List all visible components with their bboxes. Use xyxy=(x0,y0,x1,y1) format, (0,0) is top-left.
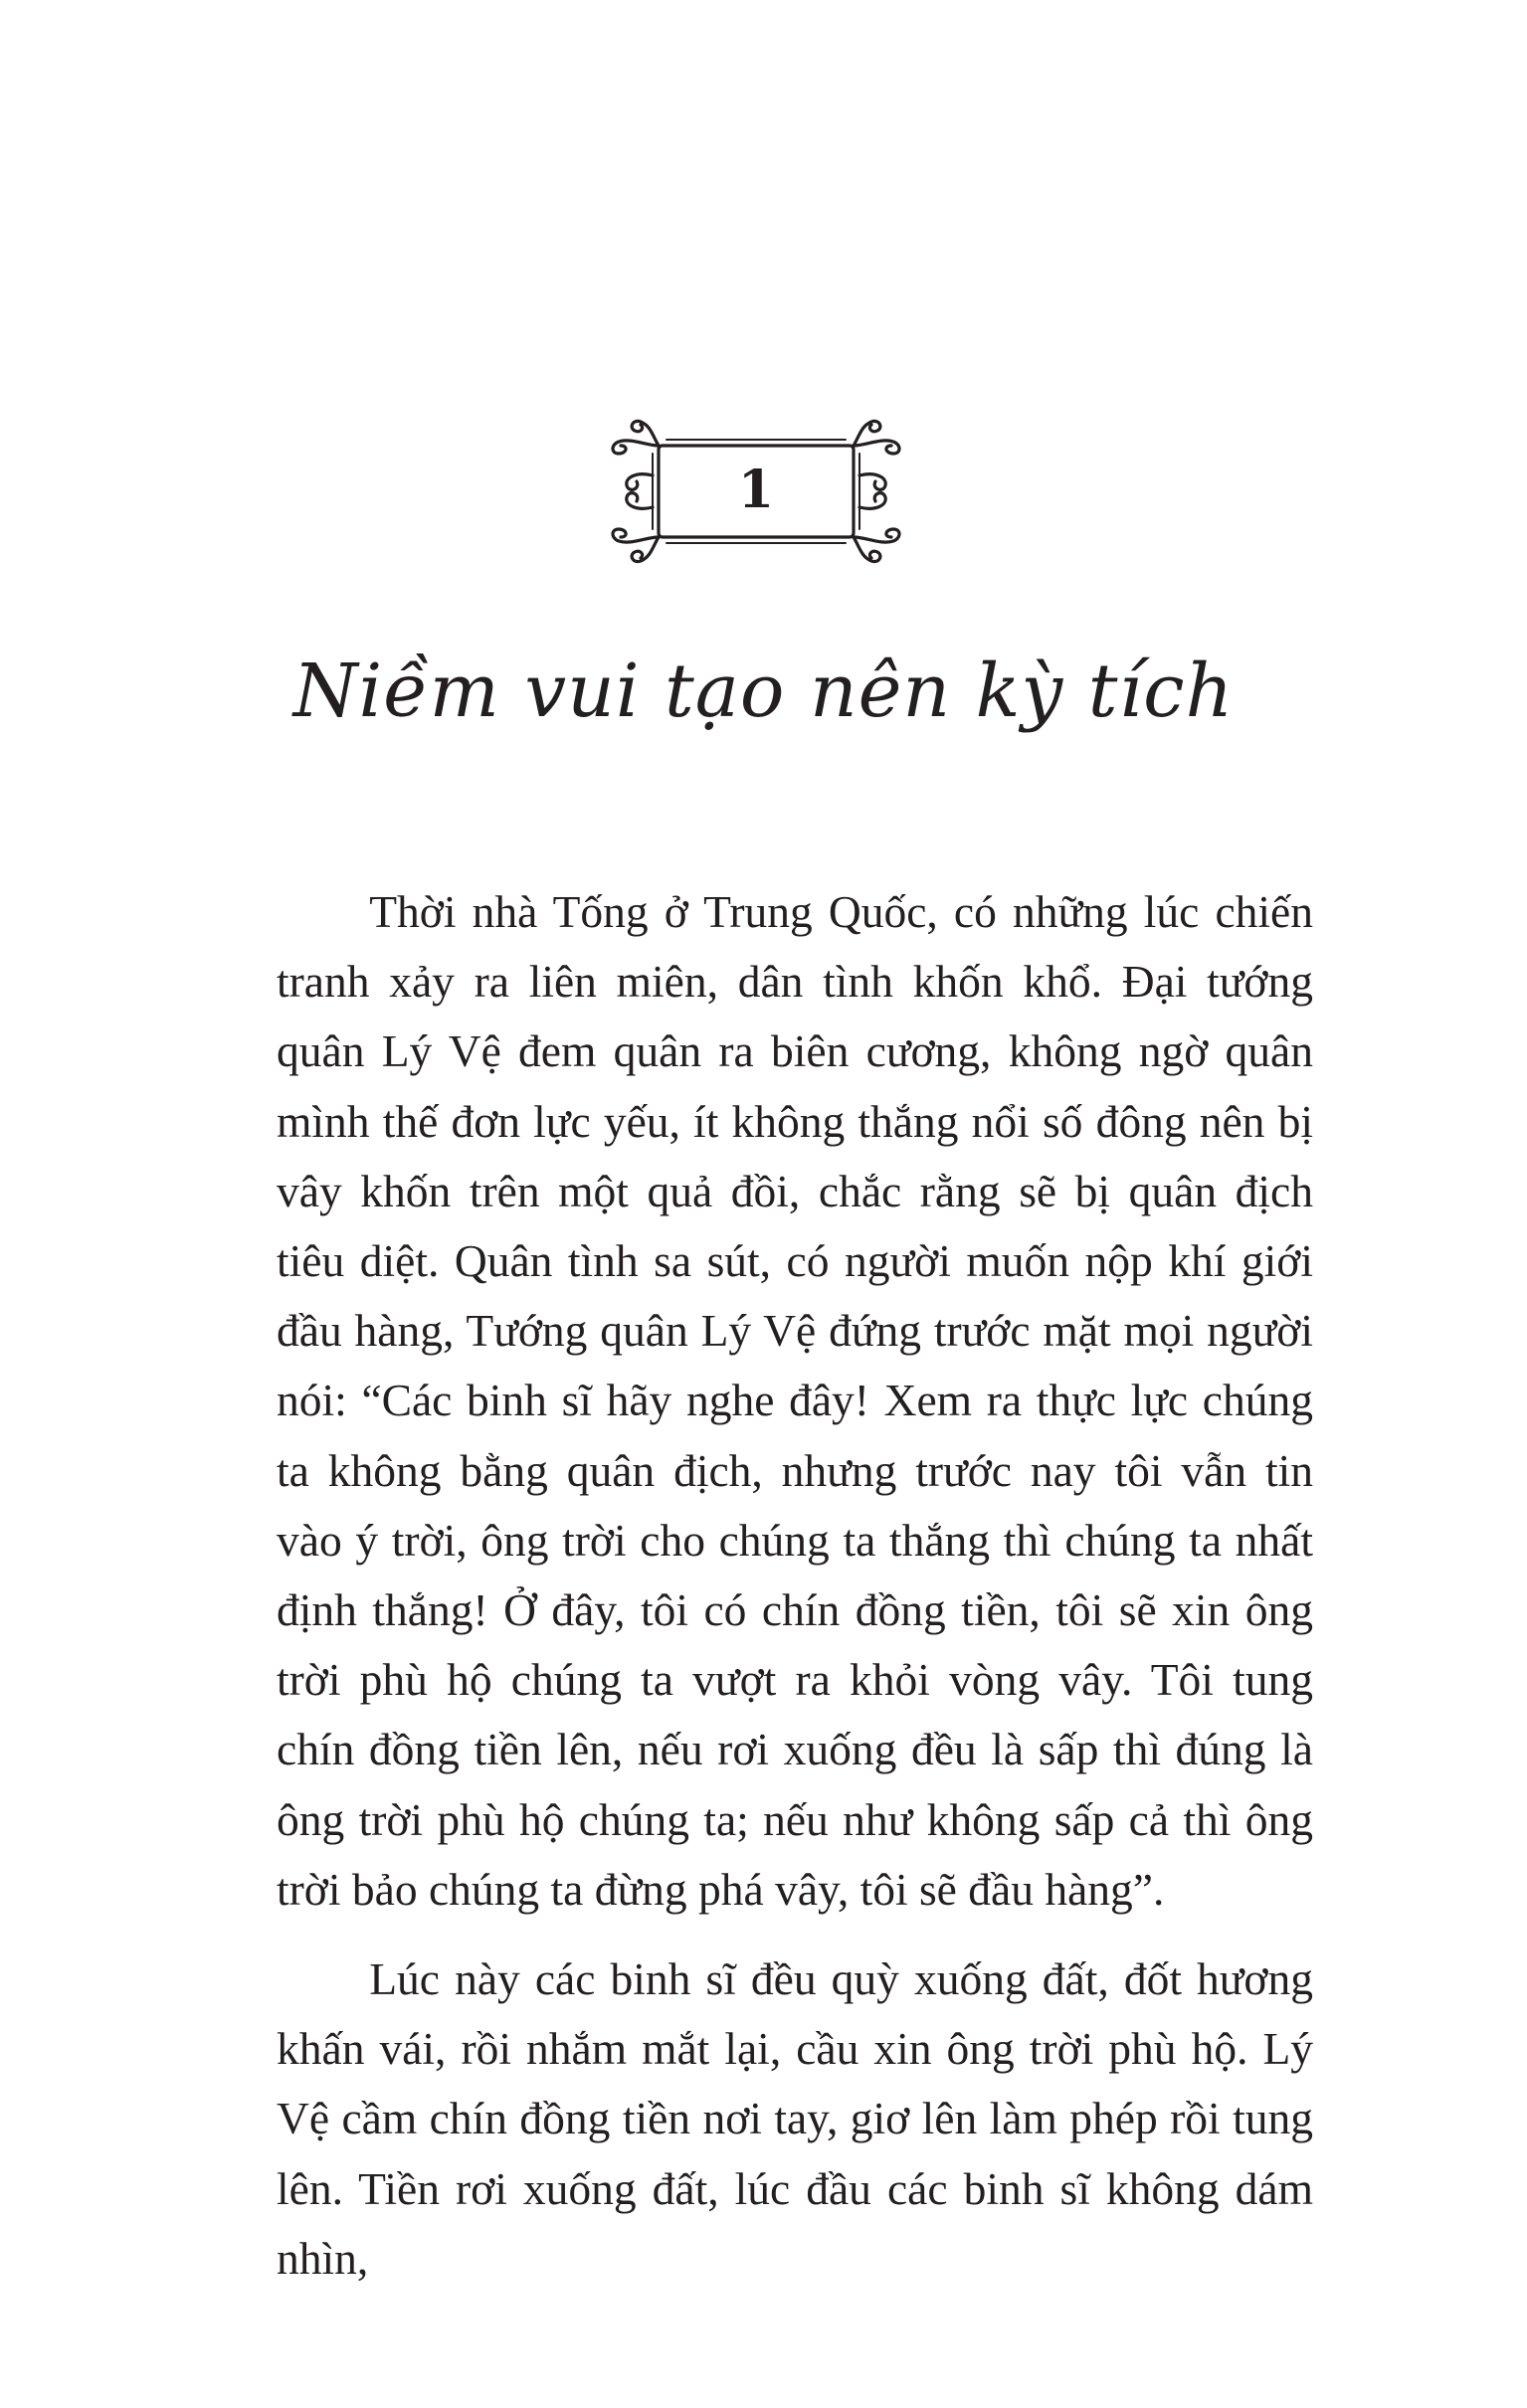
body-text xyxy=(277,877,1313,2314)
paragraph: Lúc này các binh sĩ đều quỳ xuống đất, đốt hương khấn vái, rồi nhắm mắt lại, cầu xin ông trời phù hộ. Lý Vệ cầm chín đồng tiền nơi tay, giơ lên làm phép rồi tung lên. Tiền rơi xuống đất, lúc đầu các binh sĩ không dám nhìn, xyxy=(277,1953,1313,2284)
chapter-title: Niềm vui tạo nên kỳ tích xyxy=(292,648,1235,734)
chapter-badge xyxy=(607,416,905,567)
paragraph: Thời nhà Tống ở Trung Quốc, có những lúc chiến tranh xảy ra liên miên, dân tình khốn khổ. Đại tướng quân Lý Vệ đem quân ra biên cương, không ngờ quân mình thế đơn lực yếu, ít không thắng nổi số đông nên bị vây khốn trên một quả đồi, chắc rằng sẽ bị quân địch tiêu diệt. Quân tình sa sút, có người muốn nộp khí giới đầu hàng, Tướng quân Lý Vệ đứng trước mặt mọi người nói: “Các binh sĩ hãy nghe đây! Xem ra thực lực chúng ta không bằng quân địch, nhưng trước nay tôi vẫn tin vào ý trời, ông trời cho chúng ta thắng thì chúng ta nhất định thắng! Ở đây, tôi có chín đồng tiền, tôi sẽ xin ông trời phù hộ chúng ta vượt ra khỏi vòng vây. Tôi tung chín đồng tiền lên, nếu rơi xuống đều là sấp thì đúng là ông trời phù hộ chúng ta; nếu như không sấp cả thì ông trời bảo chúng ta đừng phá vây, tôi sẽ đầu hàng”. xyxy=(277,886,1313,1915)
chapter-number: 1 xyxy=(737,460,775,520)
